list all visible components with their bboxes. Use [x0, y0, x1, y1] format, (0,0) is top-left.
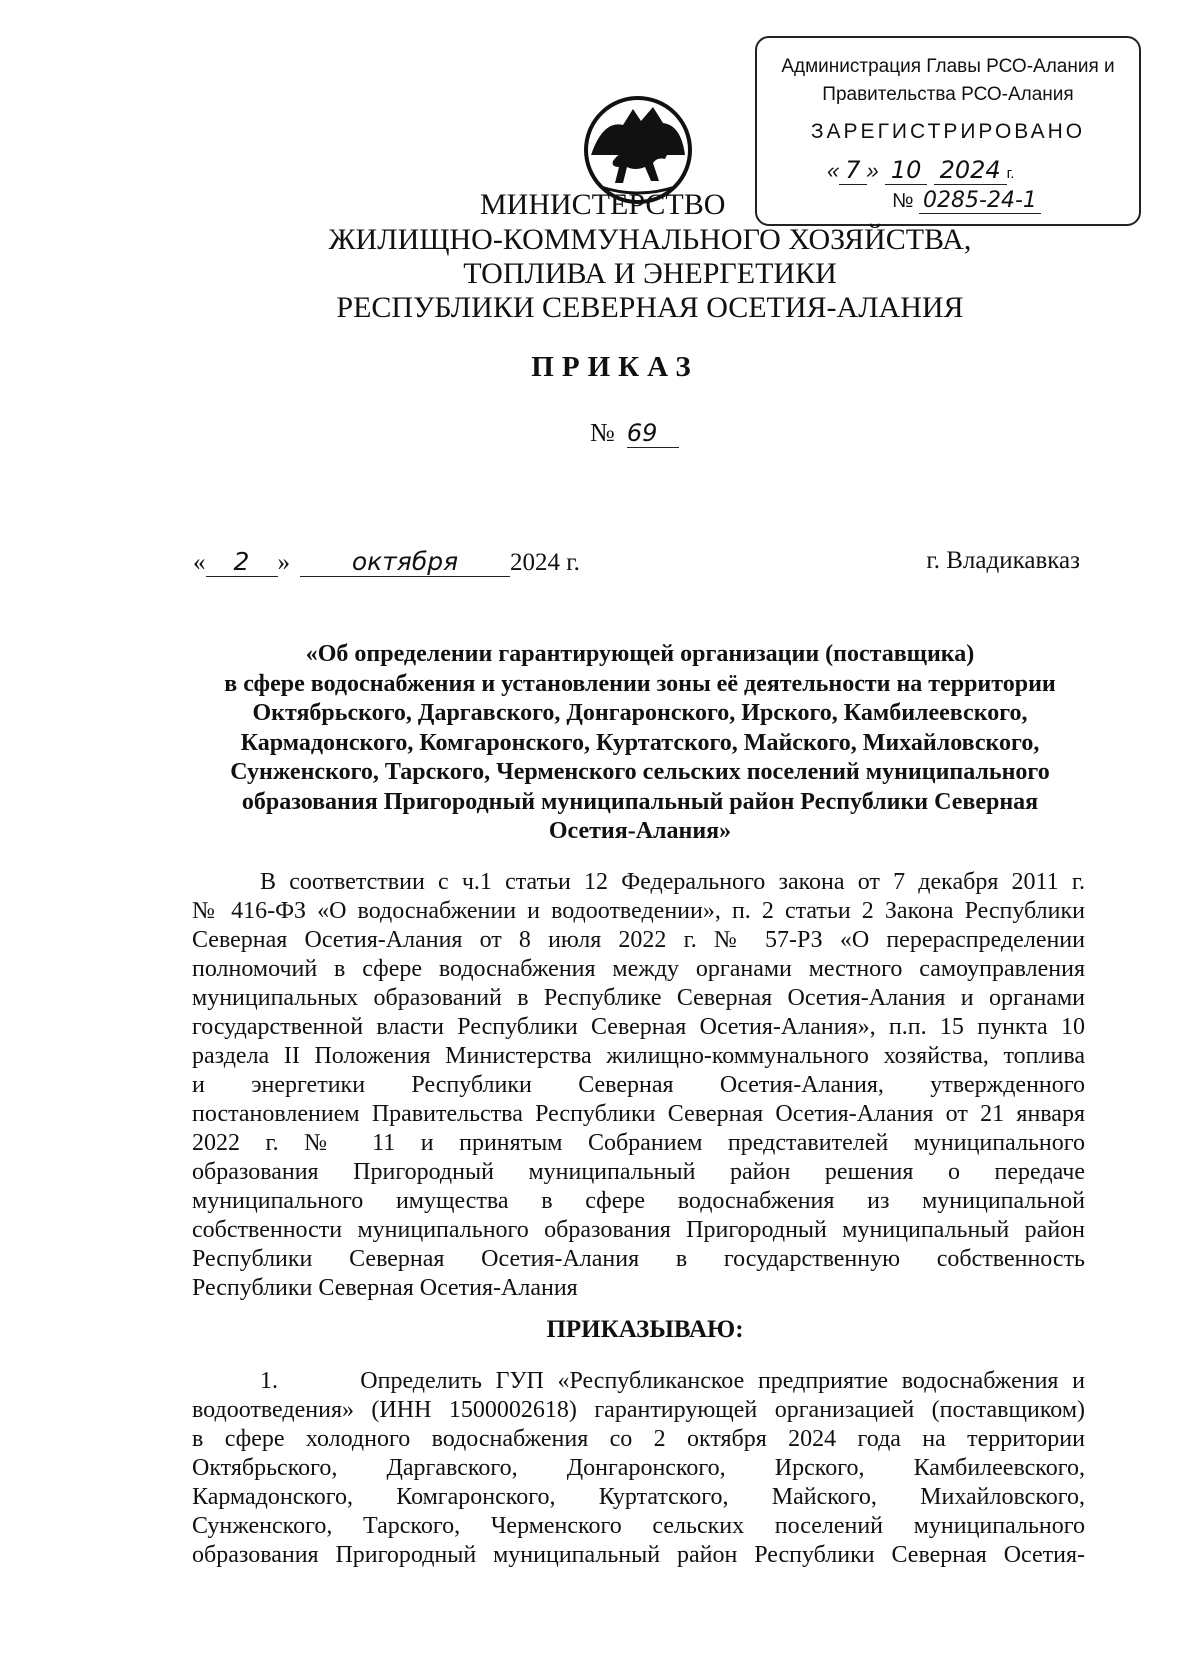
item-line: в сфере холодного водоснабжения со 2 октября 2024 года на территории: [192, 1426, 1085, 1452]
preamble-paragraph: [192, 868, 1085, 1303]
order-date-close: »: [277, 549, 290, 576]
decree-heading: ПРИКАЗЫВАЮ:: [546, 1316, 744, 1343]
preamble-line: образования Пригородный муниципальный район решения о передаче: [192, 1159, 1085, 1185]
item-number: 1.: [260, 1368, 278, 1394]
order-number: [590, 418, 679, 448]
subject-line: Октябрьского, Даргавского, Донгаронского, Ирского, Камбилеевского,: [252, 700, 1028, 726]
stamp-date-suffix: г.: [1006, 165, 1015, 182]
preamble-line: и энергетики Республики Северная Осетия-Алания, утвержденного: [192, 1072, 1085, 1098]
item-line: [192, 1367, 1085, 1396]
preamble-line: постановлением Правительства Республики Северная Осетия-Алания от 21 января: [192, 1101, 1085, 1127]
item-line: Кармадонского, Комгаронского, Куртатского, Майского, Михайловского,: [192, 1484, 1085, 1510]
stamp-registration-number: [892, 188, 1041, 213]
subject-line: Кармадонского, Комгаронского, Куртатского, Майского, Михайловского,: [240, 729, 1040, 756]
order-date-day: 2: [206, 547, 278, 577]
stamp-date-mid: »: [866, 158, 879, 183]
registration-stamp: [755, 36, 1141, 226]
item-line: образования Пригородный муниципальный район Республики Северная Осетия-: [192, 1542, 1085, 1568]
preamble-line: полномочий в сфере водоснабжения между органами местного самоуправления: [192, 956, 1085, 982]
stamp-date-open: «: [827, 158, 840, 183]
order-number-value: 69: [627, 419, 679, 448]
order-date-year: 2024 г.: [510, 549, 580, 576]
preamble-line: № 416-ФЗ «О водоснабжении и водоотведении», п. 2 статьи 2 Закона Республики: [192, 898, 1085, 924]
ministry-name-line2: ЖИЛИЩНО-КОММУНАЛЬНОГО ХОЗЯЙСТВА,: [328, 223, 972, 256]
ministry-name-line1: МИНИСТЕРСТВО: [480, 188, 726, 221]
stamp-organization-line2: Правительства РСО-Алания: [822, 84, 1074, 105]
subject-line: Осетия-Алания»: [548, 818, 732, 844]
order-number-label: №: [590, 418, 615, 447]
subject-line: образования Пригородный муниципальный район Республики Северная: [241, 788, 1039, 815]
preamble-line: муниципальных образований в Республике Северная Осетия-Алания и органами: [192, 985, 1085, 1011]
stamp-date: [827, 156, 1014, 184]
preamble-line: государственной власти Республики Северная Осетия-Алания», п.п. 15 пункта 10: [192, 1014, 1085, 1040]
item-line-text: Определить ГУП «Республиканское предприятие водоснабжения и: [360, 1368, 1086, 1394]
stamp-date-day: 7: [839, 156, 866, 185]
stamp-organization-line1: Администрация Главы РСО-Алания и: [781, 56, 1115, 77]
order-city: г. Владикавказ: [926, 547, 1080, 574]
preamble-line: В соответствии с ч.1 статьи 12 Федерального закона от 7 декабря 2011 г.: [260, 869, 1085, 895]
order-date-month: октября: [300, 547, 510, 577]
preamble-line: Республики Северная Осетия-Алания: [192, 1275, 578, 1301]
stamp-date-year: 2024: [934, 156, 1007, 185]
ministry-name-line4: РЕСПУБЛИКИ СЕВЕРНАЯ ОСЕТИЯ-АЛАНИЯ: [336, 291, 964, 324]
subject-line: Сунженского, Тарского, Черменского сельских поселений муниципального: [230, 759, 1050, 785]
stamp-status: ЗАРЕГИСТРИРОВАНО: [810, 120, 1086, 143]
order-date-open: «: [193, 549, 206, 576]
ministry-name-line3: ТОПЛИВА И ЭНЕРГЕТИКИ: [463, 257, 837, 290]
stamp-date-month: 10: [885, 156, 928, 185]
stamp-number-label: №: [892, 190, 914, 212]
item-line: Октябрьского, Даргавского, Донгаронского, Ирского, Камбилеевского,: [192, 1455, 1085, 1481]
preamble-line: собственности муниципального образования Пригородный муниципальный район: [192, 1217, 1085, 1243]
order-date: [193, 547, 580, 577]
order-item-1: [192, 1367, 1085, 1570]
preamble-line: Северная Осетия-Алания от 8 июля 2022 г. № 57-РЗ «О перераспределении: [192, 927, 1085, 953]
order-title: ПРИКАЗ: [531, 351, 699, 383]
preamble-line: 2022 г. № 11 и принятым Собранием представителей муниципального: [192, 1130, 1085, 1156]
subject-line: «Об определении гарантирующей организации (поставщика): [305, 641, 975, 667]
preamble-line: муниципального имущества в сфере водоснабжения из муниципальной: [192, 1188, 1085, 1214]
order-subject: [190, 640, 1090, 847]
preamble-line: раздела II Положения Министерства жилищно-коммунального хозяйства, топлива: [192, 1043, 1085, 1069]
stamp-number-value: 0285-24-1: [919, 188, 1041, 214]
item-line: Сунженского, Тарского, Черменского сельских поселений муниципального: [192, 1513, 1085, 1539]
preamble-line: Республики Северная Осетия-Алания в государственную собственность: [192, 1246, 1085, 1272]
item-line: водоотведения» (ИНН 1500002618) гарантирующей организацией (поставщиком): [192, 1397, 1085, 1423]
subject-line: в сфере водоснабжения и установлении зоны её деятельности на территории: [224, 670, 1056, 697]
